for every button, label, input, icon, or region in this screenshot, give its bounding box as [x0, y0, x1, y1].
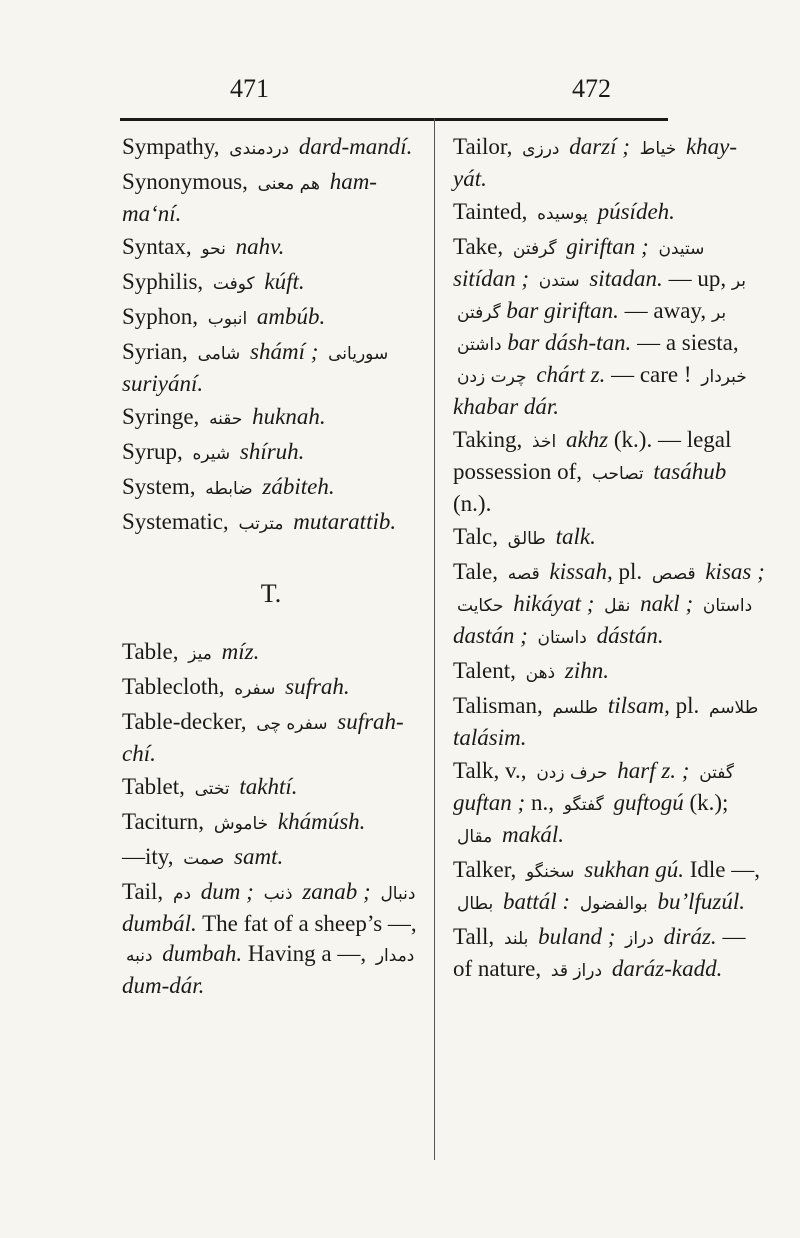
dictionary-entry: [122, 132, 420, 164]
persian-word: ستدن: [538, 271, 580, 291]
persian-word: حقنه: [209, 409, 243, 429]
transliteration: khámúsh.: [277, 809, 366, 834]
transliteration: battál :: [502, 889, 571, 914]
persian-word: حکایت: [457, 596, 504, 616]
transliteration: shíruh.: [239, 439, 305, 464]
transliteration: hikáyat ;: [513, 591, 595, 616]
english-text: Table-decker,: [122, 709, 247, 734]
transliteration: takhtí.: [239, 774, 298, 799]
persian-word: ضابطه: [205, 479, 253, 499]
english-text: Having a —,: [247, 941, 367, 966]
transliteration: akhz: [565, 427, 609, 452]
transliteration: huknah.: [252, 404, 326, 429]
english-text: Syphilis,: [122, 269, 204, 294]
transliteration: kissah,: [549, 559, 613, 584]
transliteration: suriyání.: [122, 371, 204, 396]
dictionary-entry: [122, 772, 420, 804]
transliteration: sitídan ;: [453, 266, 530, 291]
english-text: Tail,: [122, 879, 164, 904]
transliteration: nahv.: [235, 234, 285, 259]
dictionary-entry: [453, 132, 769, 194]
transliteration: guftan ;: [453, 790, 526, 815]
transliteration: dum ;: [200, 879, 254, 904]
persian-word: نقل: [604, 596, 631, 616]
persian-word: کوفت: [212, 274, 255, 294]
english-text: Tall,: [453, 924, 495, 949]
persian-word: شامی: [197, 344, 241, 364]
english-text: pl.: [675, 693, 700, 718]
persian-word: قصص: [651, 564, 696, 584]
persian-word: ذهن: [525, 663, 556, 683]
english-text: Systematic,: [122, 509, 229, 534]
transliteration: makál.: [502, 822, 564, 847]
english-text: Taciturn,: [122, 809, 205, 834]
transliteration: kúft.: [264, 269, 305, 294]
persian-word: میز: [188, 644, 212, 664]
transliteration: sufrah-chí.: [122, 709, 404, 766]
dictionary-entry: [453, 922, 769, 986]
english-text: Taking,: [453, 427, 523, 452]
dictionary-entry: [453, 855, 769, 919]
persian-word: بوالفضول: [579, 894, 648, 914]
transliteration: guftogú: [613, 790, 684, 815]
persian-word: خاموش: [213, 814, 269, 834]
dictionary-entry: [122, 842, 420, 874]
dictionary-entry: [122, 807, 420, 839]
page-number-right: 472: [572, 74, 611, 103]
persian-word: دنبه: [126, 946, 153, 966]
transliteration: buland ;: [538, 924, 616, 949]
english-text: Syrup,: [122, 439, 183, 464]
transliteration: shámí ;: [250, 339, 319, 364]
english-text: System,: [122, 474, 196, 499]
transliteration: bu’lfuzúl.: [657, 889, 745, 914]
persian-word: قصه: [507, 564, 540, 584]
transliteration: ham-maʻní.: [122, 169, 377, 226]
english-text: Idle —,: [689, 857, 760, 882]
dictionary-entry: [122, 402, 420, 434]
transliteration: míz.: [221, 639, 260, 664]
persian-word: مترتب: [238, 514, 284, 534]
persian-word: گفتن: [699, 763, 734, 783]
transliteration: khay-yát.: [453, 134, 738, 191]
persian-word: نحو: [201, 239, 226, 259]
header-rule: [120, 118, 668, 121]
english-text: Tale,: [453, 559, 499, 584]
english-text: —ity,: [122, 844, 174, 869]
dictionary-entry: [122, 232, 420, 264]
persian-word: پوسیده: [537, 204, 588, 224]
dictionary-entry: [122, 707, 420, 769]
english-text: Sympathy,: [122, 134, 220, 159]
persian-word: مقال: [457, 827, 493, 847]
persian-word: تختی: [194, 779, 230, 799]
persian-word: بطال: [457, 894, 494, 914]
dictionary-entry: [122, 337, 420, 399]
persian-word: طالق: [507, 529, 546, 549]
dictionary-entry: [122, 167, 420, 229]
persian-word: اخذ: [532, 432, 557, 452]
english-text: — care !: [611, 362, 692, 387]
transliteration: samt.: [234, 844, 284, 869]
transliteration: darzí ;: [569, 134, 630, 159]
english-text: Tainted,: [453, 199, 528, 224]
english-text: — up,: [668, 266, 727, 291]
persian-word: سوریانی: [328, 344, 389, 364]
transliteration: sufrah.: [285, 674, 350, 699]
persian-word: خبردار: [701, 367, 747, 387]
transliteration: dum-dár.: [122, 973, 205, 998]
persian-word: سفره: [234, 679, 276, 699]
transliteration: zábiteh.: [262, 474, 335, 499]
english-text: Syrian,: [122, 339, 188, 364]
persian-word: چرت زدن: [457, 367, 527, 387]
english-text: pl.: [618, 559, 643, 584]
persian-word: دراز قد: [550, 961, 603, 981]
english-text: Take,: [453, 234, 504, 259]
persian-word: بر داشتن: [457, 303, 727, 355]
english-text: Tablet,: [122, 774, 185, 799]
transliteration: mutarattib.: [293, 509, 397, 534]
persian-word: طلسم: [552, 698, 599, 718]
persian-word: خیاط: [639, 139, 677, 159]
persian-word: شیره: [192, 444, 231, 464]
english-text: Talent,: [453, 658, 516, 683]
left-column: [122, 132, 420, 1004]
transliteration: khabar dár.: [453, 394, 560, 419]
transliteration: talásim.: [453, 725, 527, 750]
english-text: Syphon,: [122, 304, 199, 329]
english-text: (k.);: [689, 790, 729, 815]
dictionary-entry: [453, 691, 769, 753]
persian-word: تصاحب: [591, 464, 644, 484]
persian-word: بلند: [503, 929, 529, 949]
persian-word: ستیدن: [658, 239, 705, 259]
dictionary-entry: [122, 267, 420, 299]
dictionary-entry: [122, 472, 420, 504]
transliteration: sitadan.: [589, 266, 663, 291]
transliteration: sukhan gú.: [584, 857, 684, 882]
transliteration: púsídeh.: [597, 199, 675, 224]
english-text: — of nature,: [453, 924, 746, 981]
english-text: Syntax,: [122, 234, 192, 259]
persian-word: گفتگو: [563, 795, 604, 815]
dictionary-entry: [122, 437, 420, 469]
dictionary-entry: [122, 877, 420, 1001]
dictionary-entry: [122, 302, 420, 334]
transliteration: tilsam,: [607, 693, 670, 718]
english-text: The fat of a sheep’s —,: [202, 911, 417, 936]
section-heading: T.: [260, 579, 282, 608]
persian-word: سفره چی: [256, 714, 328, 734]
transliteration: kisas ;: [705, 559, 765, 584]
transliteration: dastán ;: [453, 623, 528, 648]
persian-word: حرف زدن: [536, 763, 608, 783]
english-text: — away,: [624, 298, 707, 323]
transliteration: ambúb.: [256, 304, 326, 329]
transliteration: dumbál.: [122, 911, 197, 936]
transliteration: bar dásh-tan.: [507, 330, 632, 355]
dictionary-entry: [453, 232, 769, 422]
transliteration: zihn.: [564, 658, 609, 683]
transliteration: dástán.: [596, 623, 664, 648]
persian-word: انبوب: [207, 309, 248, 329]
english-text: Tablecloth,: [122, 674, 225, 699]
english-text: (n.).: [453, 491, 492, 516]
english-text: Talker,: [453, 857, 517, 882]
english-text: Talc,: [453, 524, 499, 549]
dictionary-entry: [453, 522, 769, 554]
persian-word: داستان: [702, 596, 753, 616]
transliteration: talk.: [555, 524, 596, 549]
transliteration: bar giriftan.: [506, 298, 619, 323]
right-column: [453, 132, 769, 989]
transliteration: tasáhub: [653, 459, 727, 484]
english-text: Syringe,: [122, 404, 200, 429]
persian-word: بر گرفتن: [457, 271, 746, 323]
transliteration: harf z. ;: [617, 758, 690, 783]
dictionary-entry: [453, 656, 769, 688]
english-text: Talk, v.,: [453, 758, 527, 783]
persian-word: طلاسم: [709, 698, 759, 718]
transliteration: zanab ;: [302, 879, 371, 904]
dictionary-entry: [453, 756, 769, 852]
english-text: Table,: [122, 639, 179, 664]
page-number-left: 471: [230, 74, 269, 103]
persian-word: درزی: [522, 139, 560, 159]
persian-word: دنبال: [380, 884, 416, 904]
dictionary-entry: [122, 507, 420, 539]
transliteration: daráz-kadd.: [611, 956, 723, 981]
english-text: n.,: [530, 790, 554, 815]
persian-word: دمدار: [375, 946, 415, 966]
transliteration: nakl ;: [640, 591, 694, 616]
persian-word: دم: [172, 884, 192, 904]
transliteration: diráz.: [663, 924, 717, 949]
english-text: Talisman,: [453, 693, 543, 718]
dictionary-entry: [122, 672, 420, 704]
english-text: Tailor,: [453, 134, 513, 159]
persian-word: گرفتن: [512, 239, 557, 259]
persian-word: سخنگو: [526, 862, 575, 882]
persian-word: داستان: [537, 628, 587, 648]
dictionary-entry: [453, 425, 769, 519]
transliteration: chárt z.: [536, 362, 606, 387]
persian-word: هم معنی: [257, 174, 320, 194]
dictionary-entry: [122, 637, 420, 669]
transliteration: dumbah.: [162, 941, 243, 966]
transliteration: giriftan ;: [566, 234, 649, 259]
persian-word: صمت: [183, 849, 225, 869]
persian-word: دردمندی: [229, 139, 290, 159]
english-text: Synonymous,: [122, 169, 248, 194]
english-text: (k.). — legal possession of,: [453, 427, 732, 484]
persian-word: دراز: [625, 929, 654, 949]
english-text: — a siesta,: [637, 330, 739, 355]
dictionary-entry: [453, 197, 769, 229]
transliteration: dard-mandí.: [298, 134, 413, 159]
persian-word: ذنب: [263, 884, 293, 904]
dictionary-entry: [453, 557, 769, 653]
column-divider: [434, 118, 435, 1160]
